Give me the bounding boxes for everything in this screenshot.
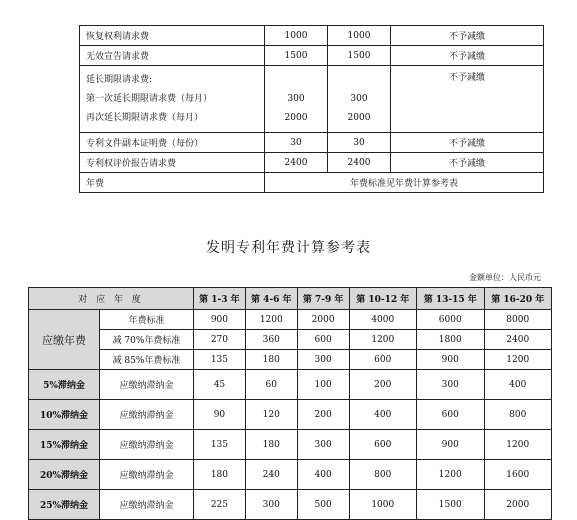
cell: 400 — [484, 370, 552, 400]
cell: 1200 — [417, 460, 484, 490]
cell: 135 — [194, 350, 246, 370]
extension-second-v2: 2000 — [347, 112, 371, 123]
cell: 300 — [297, 430, 349, 460]
cell: 200 — [349, 370, 416, 400]
extension-first-v2: 300 — [350, 93, 368, 104]
fee-row-extension — [80, 66, 544, 133]
row-label: 年费标准 — [100, 310, 194, 330]
cell: 6000 — [417, 310, 484, 330]
cell: 240 — [245, 460, 297, 490]
fee-item: 年费 — [80, 173, 265, 193]
table-row — [29, 490, 552, 520]
fee-item: 恢复权利请求费 — [80, 26, 265, 46]
fee-item — [80, 66, 265, 133]
year-header: 第 4-6 年 — [245, 288, 297, 310]
year-header: 第 7-9 年 — [297, 288, 349, 310]
fee-note: 不予减缴 — [391, 46, 544, 66]
cell: 900 — [417, 430, 484, 460]
fee-item: 专利权评价报告请求费 — [80, 153, 265, 173]
table-row — [29, 400, 552, 430]
cell: 1200 — [349, 330, 416, 350]
cell: 600 — [297, 330, 349, 350]
fee-value: 1500 — [328, 46, 391, 66]
extension-title: 延长期限请求费: — [86, 74, 153, 85]
fee-value: 30 — [265, 133, 328, 153]
year-header: 第 16-20 年 — [484, 288, 552, 310]
row-label: 应缴纳滞纳金 — [100, 430, 194, 460]
late-fee-label: 20%滞纳金 — [29, 460, 100, 490]
payable-label: 应缴年费 — [29, 310, 100, 370]
cell: 2000 — [484, 490, 552, 520]
cell: 225 — [194, 490, 246, 520]
fee-value: 2400 — [265, 153, 328, 173]
row-label: 应缴纳滞纳金 — [100, 400, 194, 430]
cell: 500 — [297, 490, 349, 520]
corner-header: 对 应 年 度 — [29, 288, 194, 310]
cell: 1200 — [245, 310, 297, 330]
cell: 4000 — [349, 310, 416, 330]
table-row — [29, 330, 552, 350]
late-fee-label: 25%滞纳金 — [29, 490, 100, 520]
cell: 270 — [194, 330, 246, 350]
extension-first-v1: 300 — [287, 93, 305, 104]
fee-row-annual — [80, 173, 544, 193]
cell: 2400 — [484, 330, 552, 350]
cell: 100 — [297, 370, 349, 400]
fee-value — [328, 66, 391, 133]
cell: 180 — [194, 460, 246, 490]
row-label: 应缴纳滞纳金 — [100, 460, 194, 490]
cell: 90 — [194, 400, 246, 430]
table-row — [29, 370, 552, 400]
year-header: 第 1-3 年 — [194, 288, 246, 310]
extension-first: 第一次延长期限请求费（每月） — [86, 93, 213, 104]
fee-table — [79, 25, 544, 193]
table-row — [29, 460, 552, 490]
table-row — [29, 430, 552, 460]
cell: 1600 — [484, 460, 552, 490]
cell: 900 — [194, 310, 246, 330]
cell: 900 — [417, 350, 484, 370]
cell: 400 — [349, 400, 416, 430]
extension-second: 再次延长期限请求费（每月） — [86, 112, 204, 123]
cell: 120 — [245, 400, 297, 430]
row-label: 应缴纳滞纳金 — [100, 370, 194, 400]
cell: 1800 — [417, 330, 484, 350]
cell: 300 — [245, 490, 297, 520]
year-header: 第 10-12 年 — [349, 288, 416, 310]
cell: 180 — [245, 350, 297, 370]
cell: 180 — [245, 430, 297, 460]
fee-note: 年费标准见年费计算参考表 — [265, 173, 544, 193]
late-fee-label: 15%滞纳金 — [29, 430, 100, 460]
table-row — [29, 310, 552, 330]
fee-value: 1000 — [265, 26, 328, 46]
fee-value: 1000 — [328, 26, 391, 46]
fee-note: 不予减缴 — [391, 153, 544, 173]
fee-item: 专利文件副本证明费（每份） — [80, 133, 265, 153]
cell: 1200 — [484, 430, 552, 460]
fee-value: 30 — [328, 133, 391, 153]
fee-value — [265, 66, 328, 133]
cell: 600 — [349, 350, 416, 370]
cell: 600 — [417, 400, 484, 430]
cell: 200 — [297, 400, 349, 430]
fee-item: 无效宣告请求费 — [80, 46, 265, 66]
year-header: 第 13-15 年 — [417, 288, 484, 310]
table-row — [29, 350, 552, 370]
fee-row-evaluation — [80, 153, 544, 173]
fee-row-invalidation — [80, 46, 544, 66]
fee-value: 1500 — [265, 46, 328, 66]
row-label: 减 70%年费标准 — [100, 330, 194, 350]
cell: 135 — [194, 430, 246, 460]
fee-note: 不予减缴 — [391, 26, 544, 46]
fee-note: 不予减缴 — [391, 133, 544, 153]
cell: 300 — [417, 370, 484, 400]
extension-second-v1: 2000 — [284, 112, 308, 123]
cell: 800 — [349, 460, 416, 490]
row-label: 应缴纳滞纳金 — [100, 490, 194, 520]
currency-note: 金额单位：人民币元 — [469, 273, 541, 282]
cell: 1200 — [484, 350, 552, 370]
fee-row-restore — [80, 26, 544, 46]
cell: 45 — [194, 370, 246, 400]
cell: 300 — [297, 350, 349, 370]
header-row — [29, 288, 552, 310]
annual-fee-table — [28, 287, 552, 520]
page-title: 发明专利年费计算参考表 — [206, 240, 371, 256]
late-fee-label: 10%滞纳金 — [29, 400, 100, 430]
fee-value: 2400 — [328, 153, 391, 173]
cell: 60 — [245, 370, 297, 400]
cell: 400 — [297, 460, 349, 490]
cell: 600 — [349, 430, 416, 460]
cell: 360 — [245, 330, 297, 350]
cell: 800 — [484, 400, 552, 430]
cell: 8000 — [484, 310, 552, 330]
fee-note: 不予减缴 — [391, 66, 544, 133]
fee-row-copy — [80, 133, 544, 153]
row-label: 减 85%年费标准 — [100, 350, 194, 370]
cell: 2000 — [297, 310, 349, 330]
late-fee-label: 5%滞纳金 — [29, 370, 100, 400]
cell: 1000 — [349, 490, 416, 520]
cell: 1500 — [417, 490, 484, 520]
